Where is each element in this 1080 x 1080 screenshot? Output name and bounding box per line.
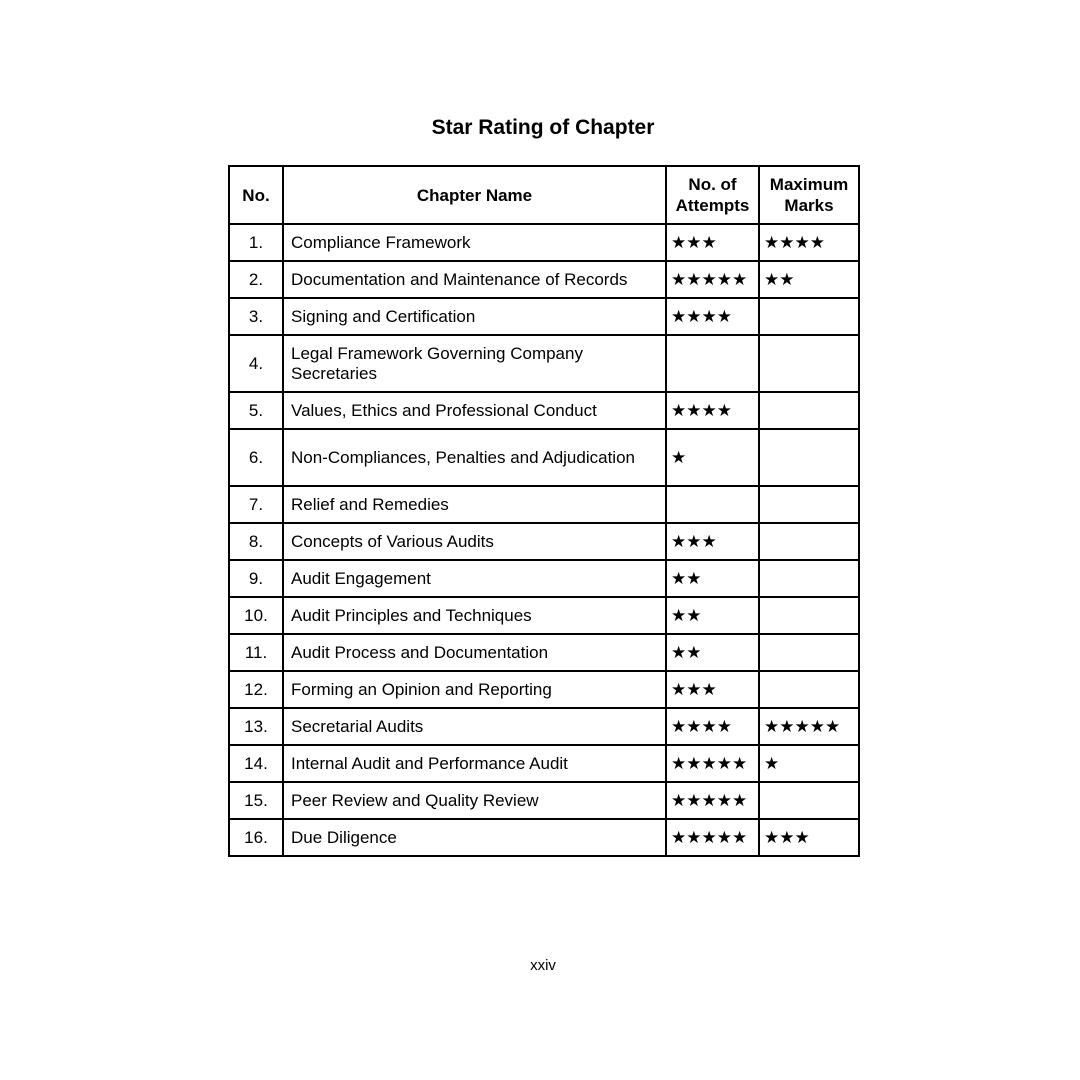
chapter-name: Secretarial Audits	[283, 708, 666, 745]
row-number: 1.	[229, 224, 283, 261]
marks-stars: ★★★	[759, 819, 859, 856]
marks-stars	[759, 523, 859, 560]
table-row	[229, 782, 859, 819]
page-number: xxiv	[530, 957, 556, 974]
marks-stars	[759, 597, 859, 634]
attempts-stars: ★★★	[666, 523, 759, 560]
table-row	[229, 261, 859, 298]
chapter-name: Non-Compliances, Penalties and Adjudication	[283, 429, 666, 486]
row-number: 16.	[229, 819, 283, 856]
row-number: 10.	[229, 597, 283, 634]
attempts-stars: ★★	[666, 634, 759, 671]
marks-stars	[759, 429, 859, 486]
row-number: 12.	[229, 671, 283, 708]
marks-stars: ★★★★	[759, 224, 859, 261]
row-number: 11.	[229, 634, 283, 671]
marks-stars: ★★★★★	[759, 708, 859, 745]
table-row	[229, 429, 859, 486]
table-row	[229, 560, 859, 597]
marks-stars	[759, 782, 859, 819]
header-marks-line2: Marks	[784, 196, 834, 215]
star-rating-table	[228, 165, 860, 857]
row-number: 8.	[229, 523, 283, 560]
attempts-stars: ★★★★★	[666, 819, 759, 856]
attempts-stars: ★★★★★	[666, 782, 759, 819]
row-number: 4.	[229, 335, 283, 392]
row-number: 13.	[229, 708, 283, 745]
table-row	[229, 486, 859, 523]
header-marks-line1: Maximum	[769, 175, 849, 194]
marks-stars: ★★	[759, 261, 859, 298]
row-number: 7.	[229, 486, 283, 523]
chapter-name: Internal Audit and Performance Audit	[283, 745, 666, 782]
table-row	[229, 335, 859, 392]
row-number: 5.	[229, 392, 283, 429]
table-row	[229, 671, 859, 708]
table-row	[229, 392, 859, 429]
marks-stars	[759, 486, 859, 523]
chapter-name: Documentation and Maintenance of Records	[283, 261, 666, 298]
header-attempts-line2: Attempts	[675, 196, 750, 215]
header-chapter-name: Chapter Name	[283, 166, 666, 224]
table-row	[229, 298, 859, 335]
attempts-stars: ★★	[666, 597, 759, 634]
chapter-name: Forming an Opinion and Reporting	[283, 671, 666, 708]
row-number: 15.	[229, 782, 283, 819]
marks-stars: ★	[759, 745, 859, 782]
header-marks	[759, 166, 859, 224]
attempts-stars: ★★★★	[666, 298, 759, 335]
marks-stars	[759, 671, 859, 708]
chapter-name: Compliance Framework	[283, 224, 666, 261]
chapter-name: Audit Engagement	[283, 560, 666, 597]
chapter-name: Concepts of Various Audits	[283, 523, 666, 560]
row-number: 14.	[229, 745, 283, 782]
chapter-name: Audit Principles and Techniques	[283, 597, 666, 634]
header-attempts	[666, 166, 759, 224]
attempts-stars: ★★★★★	[666, 261, 759, 298]
table-row	[229, 745, 859, 782]
attempts-stars	[666, 486, 759, 523]
chapter-name: Due Diligence	[283, 819, 666, 856]
marks-stars	[759, 298, 859, 335]
marks-stars	[759, 392, 859, 429]
attempts-stars: ★★★	[666, 671, 759, 708]
table-body	[229, 224, 859, 856]
table-row	[229, 597, 859, 634]
table-row	[229, 708, 859, 745]
attempts-stars	[666, 335, 759, 392]
chapter-name: Values, Ethics and Professional Conduct	[283, 392, 666, 429]
attempts-stars: ★	[666, 429, 759, 486]
chapter-name: Legal Framework Governing Company Secretaries	[283, 335, 666, 392]
row-number: 6.	[229, 429, 283, 486]
row-number: 3.	[229, 298, 283, 335]
row-number: 9.	[229, 560, 283, 597]
row-number: 2.	[229, 261, 283, 298]
table-row	[229, 819, 859, 856]
page-title: Star Rating of Chapter	[431, 116, 655, 139]
chapter-name: Relief and Remedies	[283, 486, 666, 523]
table-row	[229, 634, 859, 671]
table-row	[229, 224, 859, 261]
attempts-stars: ★★★★★	[666, 745, 759, 782]
attempts-stars: ★★	[666, 560, 759, 597]
table-header-row	[229, 166, 859, 224]
attempts-stars: ★★★★	[666, 708, 759, 745]
marks-stars	[759, 634, 859, 671]
header-attempts-line1: No. of	[688, 175, 737, 194]
header-no: No.	[229, 166, 283, 224]
chapter-name: Signing and Certification	[283, 298, 666, 335]
table-row	[229, 523, 859, 560]
marks-stars	[759, 560, 859, 597]
marks-stars	[759, 335, 859, 392]
chapter-name: Peer Review and Quality Review	[283, 782, 666, 819]
chapter-name: Audit Process and Documentation	[283, 634, 666, 671]
attempts-stars: ★★★★	[666, 392, 759, 429]
attempts-stars: ★★★	[666, 224, 759, 261]
